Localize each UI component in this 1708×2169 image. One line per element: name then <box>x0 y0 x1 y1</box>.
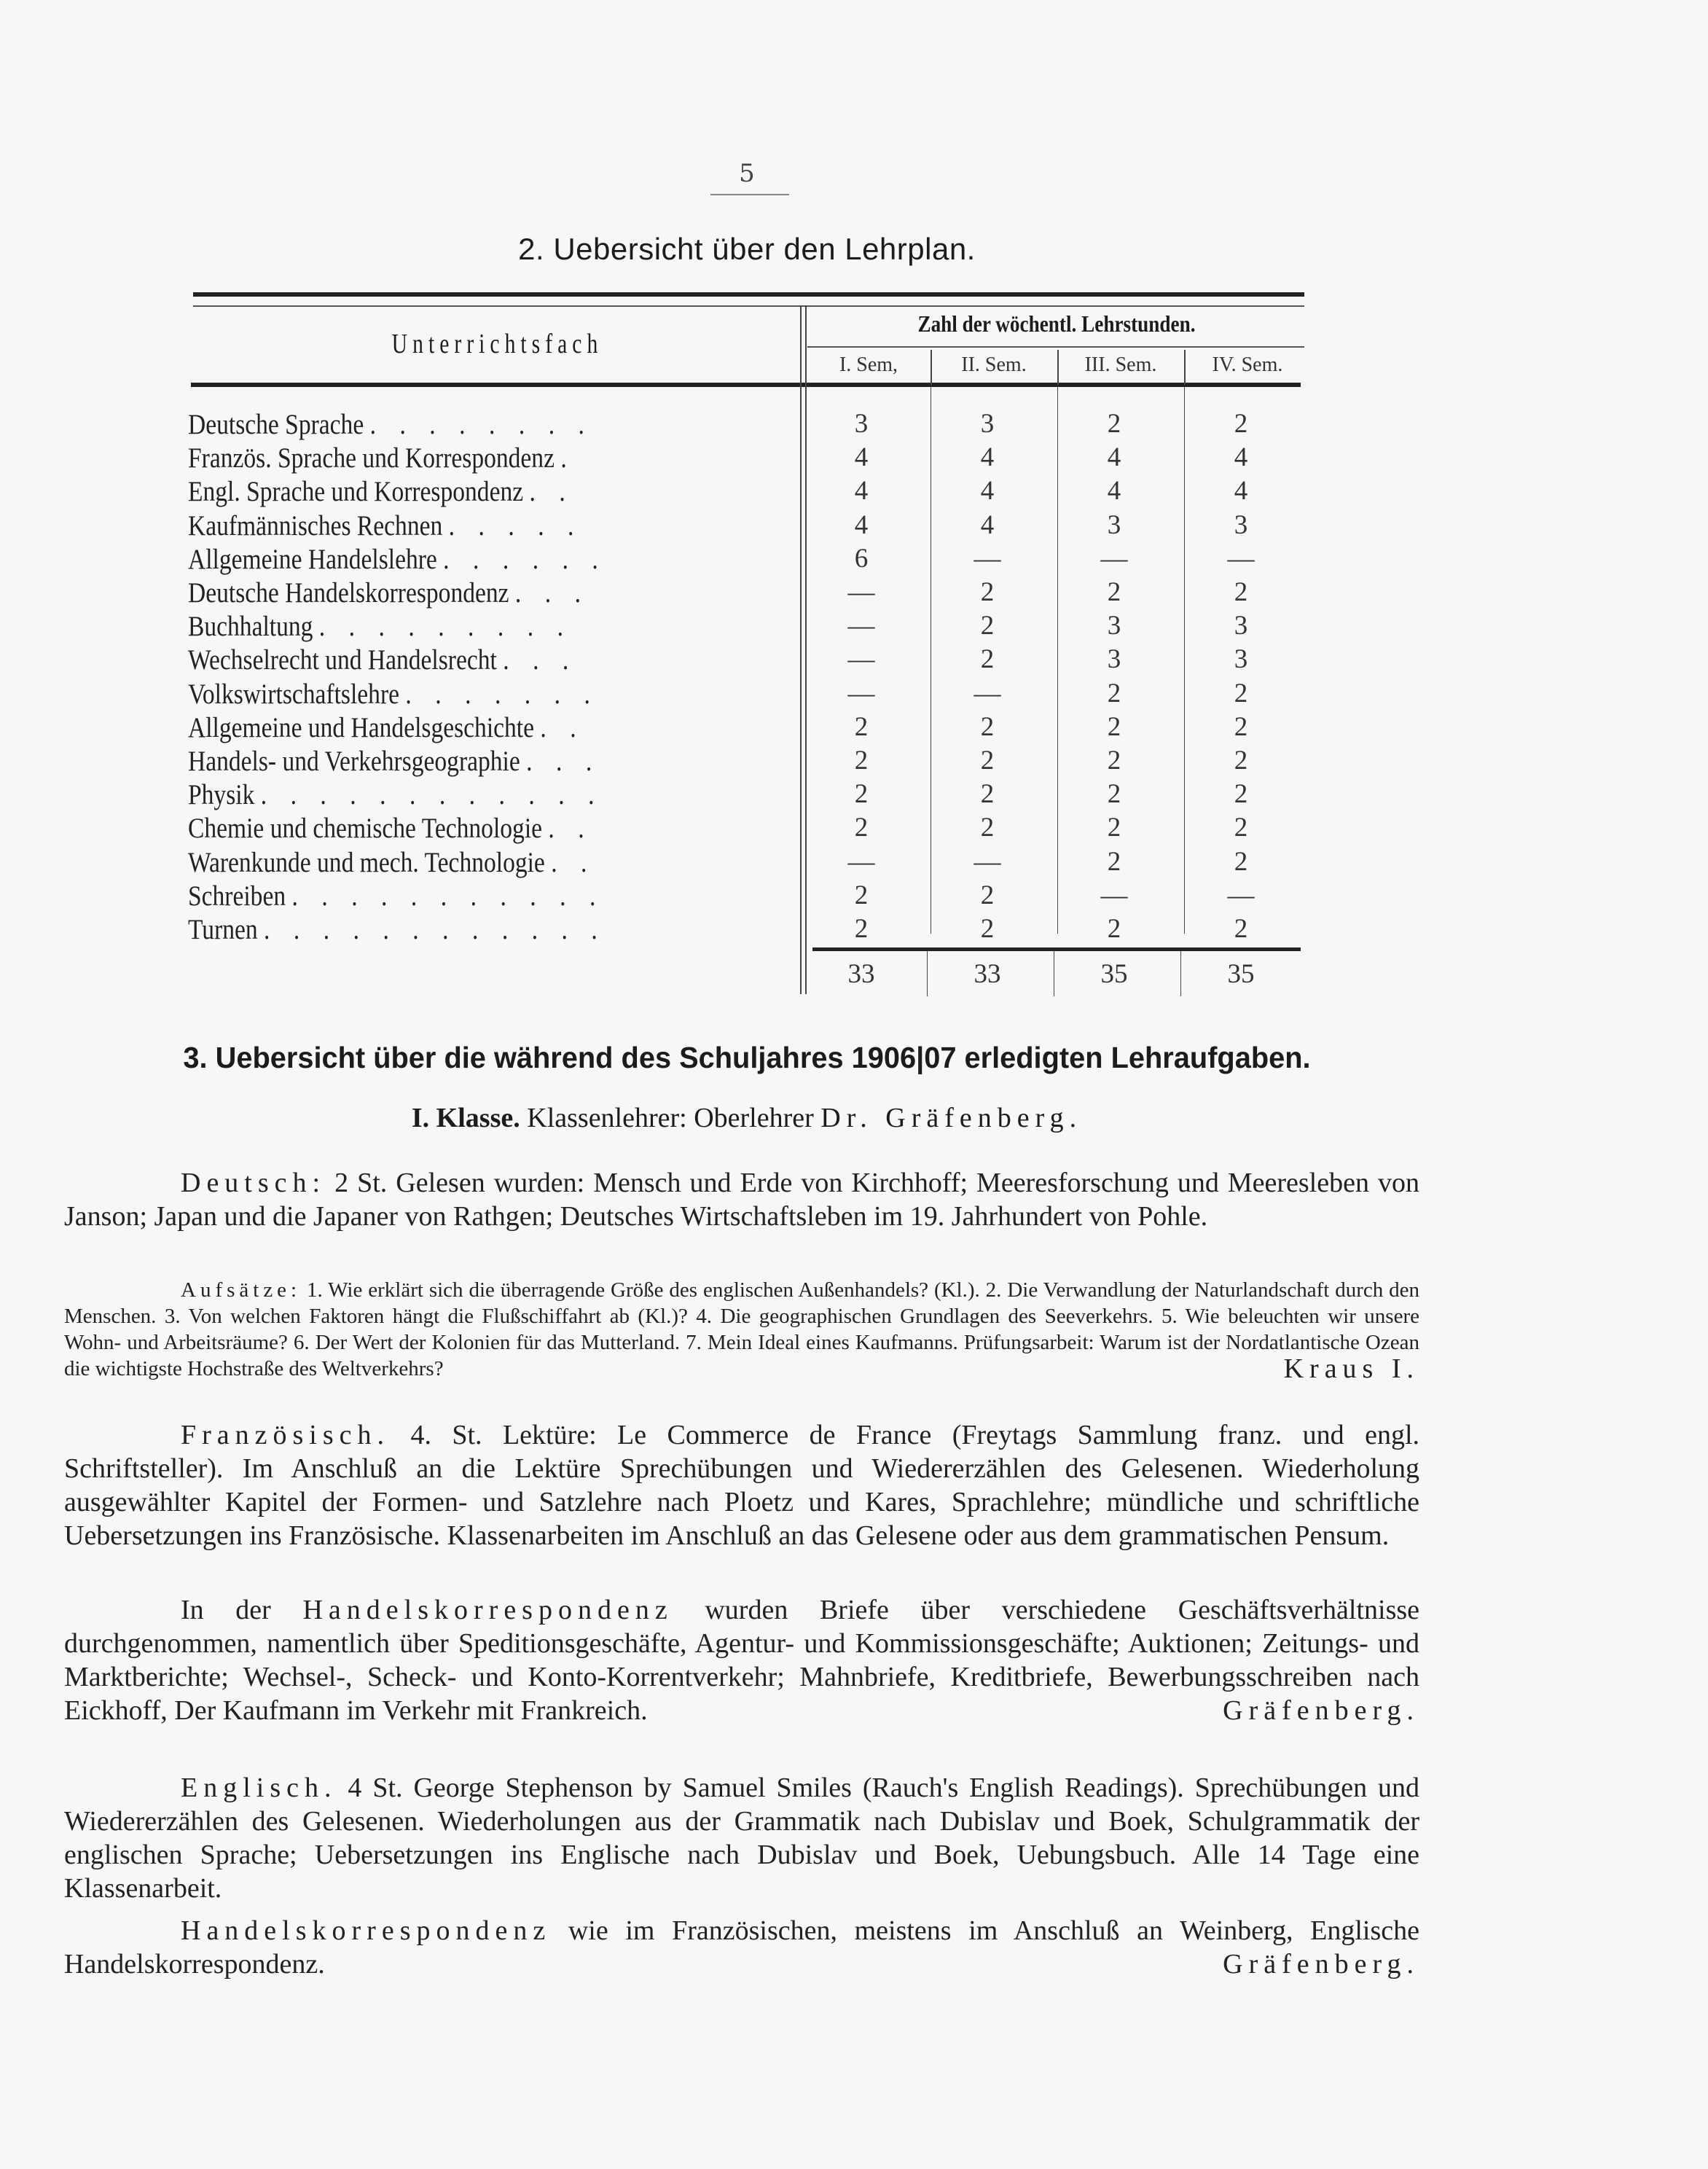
hours-sem-3: 2 <box>1107 846 1121 877</box>
hours-sem-2: 2 <box>980 711 995 742</box>
hours-sem-3: — <box>1100 880 1128 910</box>
subject-label: Französ. Sprache und Korrespondenz <box>188 442 555 474</box>
hours-sem-3: 2 <box>1107 746 1121 775</box>
subject-column-header: Unterrichtsfach <box>391 329 603 359</box>
hours-sem-4: 2 <box>1234 779 1248 810</box>
table-row <box>0 610 1708 644</box>
leader-dots: . <box>560 442 576 474</box>
leader-dots: . . <box>548 813 593 845</box>
hours-sem-4: 4 <box>1234 442 1248 473</box>
section-2-title: 2. Uebersicht über den Lehrplan. <box>518 232 976 266</box>
hours-sem-4: 2 <box>1234 711 1248 742</box>
hours-sem-2: — <box>974 846 1001 877</box>
hours-sem-2: — <box>974 543 1001 574</box>
table-row <box>0 778 1708 812</box>
semester-header-1: I. Sem, <box>839 353 898 376</box>
total-sem-1: 33 <box>847 959 875 989</box>
paragraph-handelskorrespondenz-en <box>64 1914 1419 1981</box>
hours-sem-3: 2 <box>1107 779 1121 810</box>
table-row <box>0 745 1708 778</box>
header-bottom-rule <box>191 383 1301 387</box>
table-row <box>0 913 1708 947</box>
table-row <box>0 678 1708 711</box>
hours-sem-4: 3 <box>1234 611 1248 641</box>
subject-name <box>188 745 689 778</box>
hours-sem-4: 3 <box>1234 509 1248 540</box>
hours-sem-2: 4 <box>980 476 995 507</box>
hours-sem-4: — <box>1227 543 1255 574</box>
table-top-rule <box>193 292 1304 297</box>
hours-sem-4: 2 <box>1234 577 1248 607</box>
table-row <box>0 475 1708 509</box>
hours-sem-3: — <box>1100 543 1128 574</box>
hours-sem-2: 2 <box>980 611 995 641</box>
subject-name <box>188 442 689 474</box>
hours-sem-4: — <box>1227 880 1255 910</box>
hours-sem-1: 2 <box>854 746 869 775</box>
hours-sem-1: 2 <box>854 813 869 843</box>
text-englisch: 4 St. George Stephenson by Samuel Smiles (Rauch's English Readings). Sprechübungen und Wiedererzählen des Gelesenen. Wiederholungen aus der Grammatik nach Dubislav und Boek, Schulgrammatik der englischen Sprache; Uebersetzungen ins Englische nach Dubislav und Boek, Uebungsbuch. Alle 14 Tage eine Klassenarbeit. <box>64 1773 1420 1904</box>
hours-sem-1: — <box>847 644 875 675</box>
subject-name <box>188 610 689 643</box>
subject-label: Handels- und Verkehrsgeographie <box>188 746 520 777</box>
label-aufsaetze: Aufsätze: <box>181 1278 302 1302</box>
hours-sem-4: 2 <box>1234 914 1248 944</box>
table-row <box>0 577 1708 610</box>
hours-sem-4: 2 <box>1234 746 1248 775</box>
hours-sem-2: 2 <box>980 577 995 607</box>
hours-sem-4: 3 <box>1234 644 1248 675</box>
subject-name <box>188 711 689 744</box>
header-split-rule <box>807 346 1304 348</box>
table-row <box>0 644 1708 677</box>
subject-name <box>188 846 689 879</box>
leader-dots: . . <box>529 476 574 508</box>
subject-label: Chemie und chemische Technologie <box>188 813 543 845</box>
hours-sem-3: 3 <box>1107 644 1121 675</box>
leader-dots: . . . . . <box>448 509 583 542</box>
table-row <box>0 509 1708 543</box>
subject-name <box>188 812 689 845</box>
subject-name <box>188 408 689 441</box>
hours-sem-2: 2 <box>980 813 995 843</box>
subject-label: Wechselrecht und Handelsrecht <box>188 644 497 676</box>
hours-sem-1: 6 <box>854 543 869 574</box>
hours-sem-3: 3 <box>1107 611 1121 641</box>
hours-sem-3: 3 <box>1107 509 1121 540</box>
table-row <box>0 442 1708 475</box>
section-3-title: 3. Uebersicht über die während des Schuljahres 1906|07 erledigten Lehraufgaben. <box>183 1041 1311 1074</box>
subject-label: Volkswirtschaftslehre <box>188 678 400 710</box>
hours-sem-3: 2 <box>1107 678 1121 708</box>
subject-name <box>188 913 689 946</box>
table-row <box>0 812 1708 845</box>
subject-label: Deutsche Sprache <box>188 409 364 440</box>
hours-sem-1: — <box>847 577 875 607</box>
hours-sem-1: 2 <box>854 711 869 742</box>
hours-sem-3: 4 <box>1107 476 1121 507</box>
subject-label: Schreiben <box>188 880 286 912</box>
subject-label: Warenkunde und mech. Technologie <box>188 846 545 878</box>
hours-sem-1: 3 <box>854 409 869 439</box>
leader-dots: . . . <box>514 577 590 609</box>
table-row <box>0 408 1708 442</box>
hours-sem-1: 2 <box>854 880 869 910</box>
subject-label: Kaufmännisches Rechnen <box>188 509 443 542</box>
total-sem-4: 35 <box>1227 959 1255 989</box>
leader-dots: . . . . . . . <box>405 678 599 710</box>
signature-graefenberg-1: Gräfenberg. <box>1223 1695 1419 1726</box>
hours-sem-1: 4 <box>854 442 869 473</box>
hours-sem-2: 4 <box>980 442 995 473</box>
hours-sem-3: 4 <box>1107 442 1121 473</box>
hours-sem-1: — <box>847 846 875 877</box>
leader-dots: . . . <box>526 746 601 777</box>
signature-graefenberg-2: Gräfenberg. <box>1223 1949 1419 1980</box>
paragraph-aufsaetze <box>64 1277 1419 1382</box>
subject-name <box>188 577 689 609</box>
hours-sem-4: 2 <box>1234 409 1248 439</box>
hours-sem-3: 2 <box>1107 711 1121 742</box>
table-row <box>0 543 1708 577</box>
hours-sem-4: 2 <box>1234 678 1248 708</box>
hours-sem-2: 2 <box>980 746 995 775</box>
hours-sem-2: 4 <box>980 509 995 540</box>
leader-dots: . . <box>551 846 596 878</box>
page-number-rule <box>710 194 789 195</box>
signature-kraus: Kraus I. <box>1283 1353 1419 1384</box>
hours-sem-2: 2 <box>980 914 995 944</box>
leader-dots: . . . . . . . . . . . . <box>264 914 606 945</box>
paragraph-handelskorrespondenz-fr <box>64 1593 1419 1727</box>
text-handelskorr-en: wie im Französischen, meistens im Anschluß an Weinberg, Englische Handelskorrespondenz. <box>64 1915 1420 1980</box>
leader-dots: . . <box>540 711 585 743</box>
subject-englisch: Englisch. <box>181 1773 337 1803</box>
subject-label: Physik <box>188 779 255 811</box>
hours-sem-2: 2 <box>980 880 995 910</box>
totals-rule <box>812 947 1301 951</box>
prefix-handelskorr-fr: In der <box>181 1595 271 1625</box>
hours-sem-3: 2 <box>1107 409 1121 439</box>
hours-sem-4: 4 <box>1234 476 1248 507</box>
hours-sem-1: 2 <box>854 779 869 810</box>
leader-dots: . . . . . . . . . . . <box>291 880 605 912</box>
class-heading <box>0 1102 1494 1134</box>
hours-sem-3: 2 <box>1107 577 1121 607</box>
class-label: I. Klasse. <box>411 1103 520 1133</box>
leader-dots: . . . . . . . . . <box>318 611 573 643</box>
text-deutsch: 2 St. Gelesen wurden: Mensch und Erde von Kirchhoff; Meeresforschung und Meeresleben von Janson; Japan und die Japaner von Rathgen; Deutsches Wirtschaftsleben im 19. Jahrhundert von Pohle. <box>64 1168 1419 1232</box>
text-handelskorr-fr: wurden Briefe über verschiedene Geschäftsverhältnisse durchgenommen, namentlich über Speditionsgeschäfte, Agentur- und Kommissionsgeschäfte; Auktionen; Zeitungs- und Marktberichte; Wechsel-, Scheck- und Konto-Korrentverkehr; Mahnbriefe, Kreditbriefe, Bewerbungsschreiben nach Eickhoff, Der Kaufmann im Verkehr mit Frankreich. <box>64 1595 1420 1726</box>
hours-sem-3: 2 <box>1107 813 1121 843</box>
hours-sem-4: 2 <box>1234 846 1248 877</box>
subject-name <box>188 778 689 811</box>
subject-handelskorr-en: Handelskorrespondenz <box>181 1915 552 1946</box>
hours-column-header: Zahl der wöchentl. Lehrstunden. <box>917 310 1196 337</box>
text-aufsaetze: 1. Wie erklärt sich die überragende Größe des englischen Außenhandels? (Kl.). 2. Die Verwandlung der Naturlandschaft durch den Menschen. 3. Von welchen Faktoren hängt die Flußschiffahrt ab (Kl.)? 4. Die geographischen Grundlagen des Seeverkehrs. 5. Wie beleuchten wir unsere Wohn- und Arbeitsräume? 6. Der Wert der Kolonien für das Mutterland. 7. Mein Ideal eines Kaufmanns. Prüfungsarbeit: Warum ist der Nordatlantische Ozean die wichtigste Hochstraße des Weltverkehrs? <box>64 1278 1420 1380</box>
table-top-thin-rule <box>193 305 1304 307</box>
hours-sem-3: 2 <box>1107 914 1121 944</box>
semester-header-3: III. Sem. <box>1084 353 1157 376</box>
leader-dots: . . . . . . . . . . . . <box>260 779 603 811</box>
total-sem-3: 35 <box>1100 959 1128 989</box>
leader-dots: . . . <box>503 644 578 676</box>
subject-name <box>188 509 689 542</box>
hours-sem-2: 3 <box>980 409 995 439</box>
subject-label: Allgemeine und Handelsgeschichte <box>188 711 535 743</box>
semester-header-4: IV. Sem. <box>1212 353 1283 376</box>
subject-label: Engl. Sprache und Korrespondenz <box>188 476 524 508</box>
table-row <box>0 711 1708 745</box>
subject-deutsch: Deutsch: <box>181 1168 326 1198</box>
text-franzoesisch: 4. St. Lektüre: Le Commerce de France (Freytags Sammlung franz. und engl. Schriftsteller). Im Anschluß an die Lektüre Sprechübungen und Wiedererzählen des Gelesenen. Wiederholung ausgewählter Kapitel der Formen- und Satzlehre nach Ploetz und Kares, Sprachlehre; mündliche und schriftliche Uebersetzungen ins Französische. Klassenarbeiten im Anschluß an das Gelesene oder aus dem grammatischen Pensum. <box>64 1420 1420 1551</box>
subject-label: Turnen <box>188 914 258 945</box>
subject-name <box>188 880 689 912</box>
hours-sem-2: 2 <box>980 779 995 810</box>
leader-dots: . . . . . . . . <box>369 409 593 440</box>
subject-label: Deutsche Handelskorrespondenz <box>188 577 509 609</box>
hours-sem-4: 2 <box>1234 813 1248 843</box>
leader-dots: . . . . . . <box>443 543 607 575</box>
subject-name <box>188 644 689 676</box>
subject-franzoesisch: Französisch. <box>181 1420 391 1450</box>
subject-name <box>188 475 689 508</box>
class-teacher-prefix: Klassenlehrer: Oberlehrer <box>527 1103 814 1133</box>
totals-row <box>0 958 1708 992</box>
paragraph-franzoesisch <box>64 1418 1419 1552</box>
hours-sem-2: — <box>974 678 1001 708</box>
subject-handelskorr-fr: Handelskorrespondenz <box>302 1595 673 1625</box>
hours-sem-1: — <box>847 611 875 641</box>
hours-sem-1: — <box>847 678 875 708</box>
semester-header-2: II. Sem. <box>961 353 1027 376</box>
total-sem-2: 33 <box>974 959 1001 989</box>
subject-label: Allgemeine Handelslehre <box>188 543 437 575</box>
subject-name <box>188 678 689 711</box>
hours-sem-2: 2 <box>980 644 995 675</box>
table-row <box>0 846 1708 880</box>
subject-label: Buchhaltung <box>188 611 313 643</box>
table-row <box>0 880 1708 913</box>
hours-sem-1: 4 <box>854 509 869 540</box>
paragraph-englisch <box>64 1771 1419 1905</box>
class-teacher-name: Dr. Gräfenberg. <box>820 1103 1083 1133</box>
hours-sem-1: 4 <box>854 476 869 507</box>
subject-name <box>188 543 689 576</box>
hours-sem-1: 2 <box>854 914 869 944</box>
paragraph-deutsch <box>64 1166 1419 1233</box>
page-number: 5 <box>739 159 755 188</box>
